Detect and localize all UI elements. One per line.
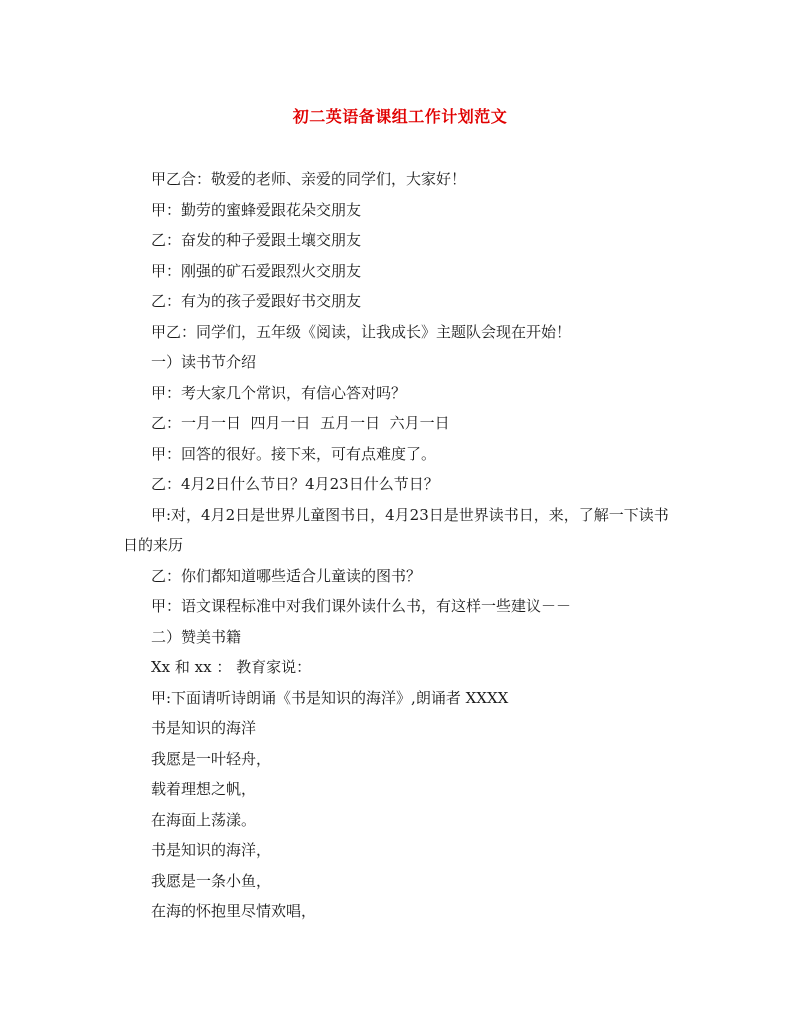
document-title: 初二英语备课组工作计划范文 — [292, 107, 508, 126]
section-heading: 二）赞美书籍 — [151, 627, 242, 646]
paragraph: 甲乙合：敬爱的老师、亲爱的同学们，大家好！ — [151, 170, 467, 188]
paragraph: 甲：刚强的矿石爱跟烈火交朋友 — [151, 261, 362, 280]
paragraph: 甲乙：同学们，五年级《阅读，让我成长》主题队会现在开始！ — [151, 322, 572, 341]
poem-line: 我愿是一条小鱼， — [151, 871, 272, 890]
paragraph: 甲：勤劳的蜜蜂爱跟花朵交朋友 — [151, 200, 362, 219]
paragraph: 甲:下面请听诗朗诵《书是知识的海洋》,朗诵者 XXXX — [151, 688, 509, 707]
poem-line: 在海面上荡漾。 — [151, 810, 257, 829]
paragraph: 甲：回答的很好。接下来，可有点难度了。 — [151, 444, 437, 463]
section-heading: 一）读书节介绍 — [151, 353, 257, 371]
poem-line: 书是知识的海洋， — [151, 841, 272, 859]
poem-line: 在海的怀抱里尽情欢唱， — [151, 902, 317, 920]
paragraph: Xx 和 xx ： 教育家说： — [151, 658, 312, 676]
paragraph: 甲：语文课程标准中对我们课外读什么书，有这样一些建议－－ — [151, 597, 572, 615]
paragraph: 乙：一月一日 四月一日 五月一日 六月一日 — [151, 414, 450, 432]
paragraph: 乙：奋发的种子爱跟土壤交朋友 — [151, 231, 362, 249]
poem-line: 书是知识的海洋 — [151, 719, 257, 737]
poem-line: 我愿是一叶轻舟， — [151, 749, 272, 768]
paragraph: 乙：你们都知道哪些适合儿童读的图书？ — [151, 566, 422, 585]
document-body — [123, 164, 683, 927]
paragraph: 乙：有为的孩子爱跟好书交朋友 — [151, 292, 362, 310]
paragraph: 甲：考大家几个常识，有信心答对吗？ — [151, 383, 407, 402]
paragraph: 甲:对，4月2日是世界儿童图书日，4月23日是世界读书日，来，了解一下读书日的来历 — [123, 505, 669, 554]
poem-line: 载着理想之帆， — [151, 780, 257, 798]
paragraph: 乙：4月2日什么节日？4月23日什么节日？ — [151, 475, 439, 493]
